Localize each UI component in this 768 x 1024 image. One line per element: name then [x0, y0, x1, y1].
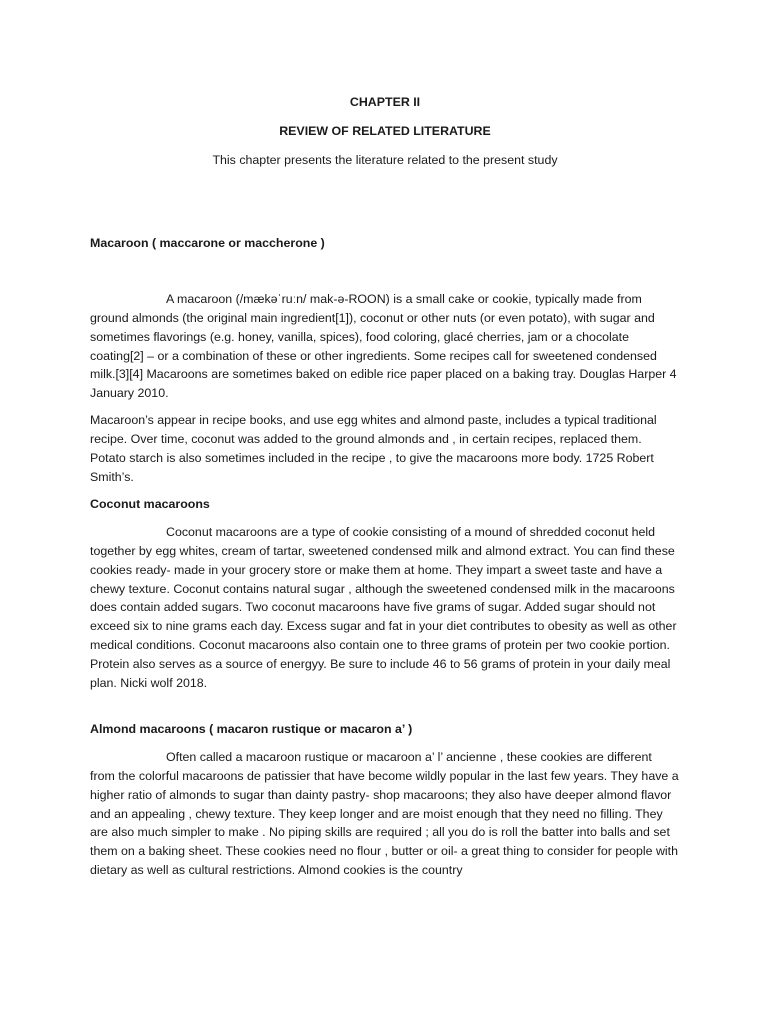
- paragraph-almond-macaroons: Often called a macaroon rustique or macaroon a’ l’ ancienne , these cookies are different from the colorful macaroons de patissier that have become wildly popular in the last few years. They have a higher ratio of almonds to sugar than dainty pastry- shop macaroons; they also have deeper almond flavor and an appealing , chewy texture. They keep longer and are moist enough that they need no filling. They are also much simpler to make . No piping skills are required ; all you do is roll the batter into balls and set them on a baking sheet. These cookies need no flour , butter or oil- a great thing to consider for people with dietary as well as cultural restrictions. Almond cookies is the country: [90, 749, 679, 878]
- page-content: [90, 93, 680, 880]
- section-heading-almond-macaroons: Almond macaroons ( macaron rustique or macaron a’ ): [90, 721, 413, 736]
- section-heading-macaroon: Macaroon ( maccarone or maccherone ): [90, 235, 325, 250]
- section-heading-coconut-macaroons: Coconut macaroons: [90, 496, 210, 511]
- paragraph-macaroon-history: Macaroon’s appear in recipe books, and use egg whites and almond paste, includes a typical traditional recipe. Over time, coconut was added to the ground almonds and , in certain recipes, replaced them. Potato starch is also sometimes included in the recipe , to give the macaroons more body. 1725 Robert Smith’s.: [90, 413, 657, 484]
- chapter-title: CHAPTER II: [349, 95, 421, 109]
- paragraph-macaroon-definition: A macaroon (/mækəˈruːn/ mak-ə-ROON) is a small cake or cookie, typically made from ground almonds (the original main ingredient[1]), coconut or other nuts (or even potato), with sugar and sometimes flavorings (e.g. honey, vanilla, spices), food coloring, glacé cherries, jam or a chocolate coating[2] – or a combination of these or other ingredients. Some recipes call for sweetened condensed milk.[3][4] Macaroons are sometimes baked on edible rice paper placed on a baking tray. Douglas Harper 4 January 2010.: [90, 291, 677, 401]
- chapter-subtitle: REVIEW OF RELATED LITERATURE: [279, 124, 491, 138]
- paragraph-coconut-macaroons: Coconut macaroons are a type of cookie consisting of a mound of shredded coconut held together by egg whites, cream of tartar, sweetened condensed milk and almond extract. You can find these cookies ready- made in your grocery store or make them at home. They impart a sweet taste and have a chewy texture. Coconut contains natural sugar , although the sweetened condensed milk in the macaroons does contain added sugars. Two coconut macaroons have five grams of sugar. Added sugar should not exceed six to nine grams each day. Excess sugar and fat in your diet contributes to obesity as well as other medical conditions. Coconut macaroons also contain one to three grams of protein per two cookie portion. Protein also serves as a source of energyy. Be sure to include 46 to 56 grams of protein in your daily meal plan. Nicki wolf 2018.: [90, 524, 677, 691]
- chapter-intro: This chapter presents the literature related to the present study: [212, 153, 558, 167]
